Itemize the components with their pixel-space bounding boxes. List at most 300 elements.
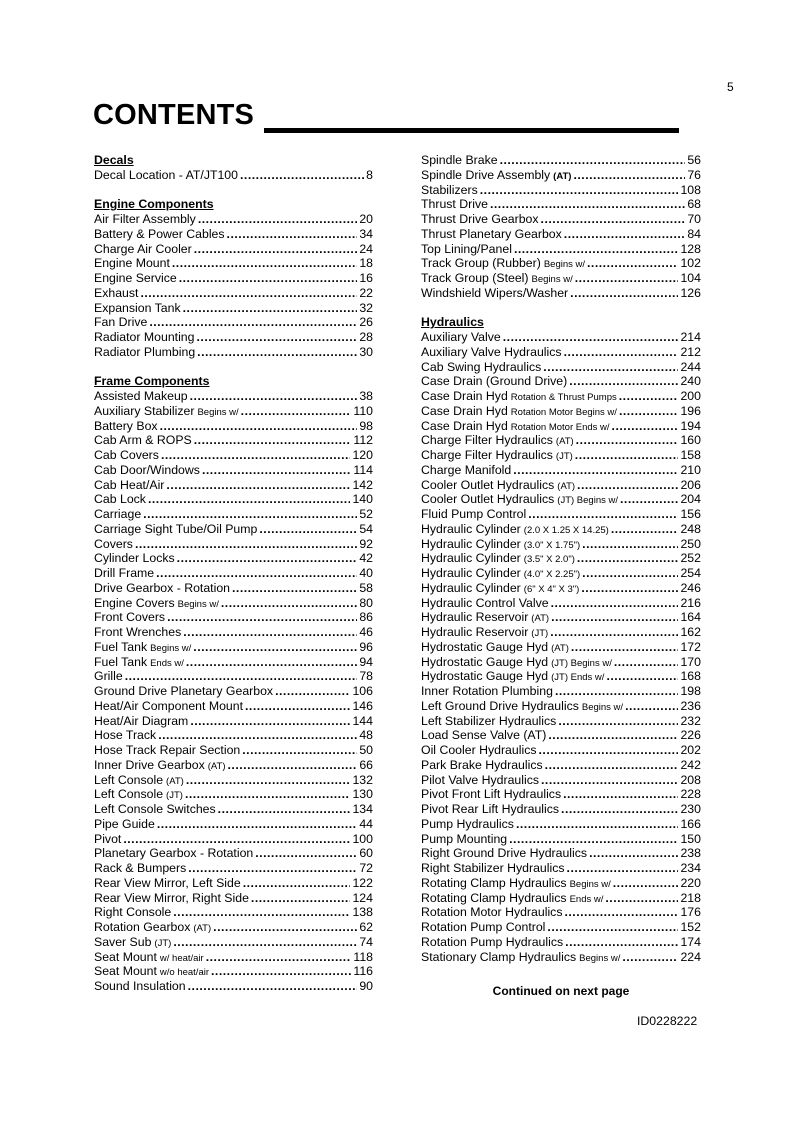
dot-leader <box>194 433 352 448</box>
dot-leader <box>490 197 685 212</box>
entry-page-number: 44 <box>359 816 373 831</box>
toc-entry[interactable] <box>94 950 373 965</box>
entry-note: Begins w/ <box>569 878 611 890</box>
toc-entry[interactable] <box>421 463 701 478</box>
toc-entry[interactable] <box>94 817 373 832</box>
dot-leader <box>173 905 350 920</box>
dot-leader <box>500 153 686 168</box>
entry-label: Pump Mounting <box>421 831 508 846</box>
dot-leader <box>541 212 686 227</box>
dot-leader <box>582 566 678 581</box>
entry-label: Windshield Wipers/Washer <box>421 285 569 300</box>
entry-note: (3.0" X 1.75") <box>523 539 581 551</box>
dot-leader <box>241 404 352 419</box>
entry-label: Track Group (Rubber) <box>421 256 541 271</box>
dot-leader <box>243 876 351 891</box>
entry-label: Left Console <box>94 787 164 802</box>
entry-label: Drive Gearbox - Rotation <box>94 580 231 595</box>
entry-label: Expansion Tank <box>94 300 181 315</box>
toc-entry[interactable] <box>94 492 373 507</box>
entry-label: Front Wrenches <box>94 625 182 639</box>
toc-entry[interactable] <box>94 787 373 802</box>
toc-entry[interactable] <box>94 920 373 935</box>
toc-entry[interactable] <box>94 522 373 537</box>
entry-note: Begins w/ <box>197 406 239 418</box>
toc-entry[interactable] <box>421 433 701 448</box>
entry-page-number: 118 <box>353 949 373 964</box>
entry-label: Right Ground Drive Hydraulics <box>421 846 588 861</box>
entry-page-number: 48 <box>359 728 373 743</box>
toc-entry[interactable] <box>94 581 373 596</box>
entry-page-number: 34 <box>359 226 373 241</box>
entry-label: Case Drain Hyd <box>421 403 508 418</box>
entry-label: Auxiliary Valve <box>421 330 501 344</box>
section-heading: Engine Components <box>94 197 214 212</box>
dot-leader <box>509 832 678 847</box>
entry-page-number: 214 <box>680 330 701 344</box>
entry-label: Grille <box>94 669 123 684</box>
entry-note: (JT) <box>531 628 549 639</box>
toc-entry[interactable] <box>94 448 373 463</box>
toc-entry[interactable] <box>94 979 373 994</box>
entry-note: Rotation & Thrust Pumps <box>510 392 617 403</box>
toc-entry[interactable] <box>421 743 701 758</box>
entry-label: Fan Drive <box>94 315 148 330</box>
toc-entry[interactable] <box>94 640 373 655</box>
toc-entry[interactable] <box>421 286 701 301</box>
toc-entry[interactable] <box>421 478 701 493</box>
toc-entry[interactable] <box>94 846 373 861</box>
toc-entry[interactable] <box>421 802 701 817</box>
dot-leader <box>570 286 678 301</box>
toc-entry[interactable] <box>94 669 373 684</box>
toc-entry[interactable] <box>94 271 373 286</box>
toc-section <box>421 315 701 964</box>
toc-entry[interactable] <box>421 861 701 876</box>
entry-page-number: 138 <box>352 905 373 920</box>
entry-label: Exhaust <box>94 285 139 300</box>
toc-entry[interactable] <box>94 463 373 478</box>
dot-leader <box>543 360 678 375</box>
toc-entry[interactable] <box>421 846 701 861</box>
dot-leader <box>188 979 358 994</box>
entry-page-number: 170 <box>680 654 701 669</box>
entry-label: Hydraulic Reservoir <box>421 625 529 639</box>
entry-page-number: 58 <box>359 580 373 595</box>
entry-page-number: 38 <box>359 389 373 403</box>
entry-label: Cylinder Locks <box>94 551 175 566</box>
entry-page-number: 244 <box>680 359 701 374</box>
dot-leader <box>611 522 679 537</box>
dot-leader <box>571 640 679 655</box>
toc-entry[interactable] <box>421 832 701 847</box>
toc-entry[interactable] <box>421 183 701 198</box>
toc-section <box>94 374 373 994</box>
entry-page-number: 40 <box>359 566 373 580</box>
dot-leader <box>213 920 357 935</box>
toc-entry[interactable] <box>94 876 373 891</box>
toc-entry[interactable] <box>421 537 701 552</box>
toc-entry[interactable] <box>94 728 373 743</box>
section-heading: Hydraulics <box>421 315 484 330</box>
entry-page-number: 66 <box>359 757 373 772</box>
toc-entry[interactable] <box>421 610 701 625</box>
toc-section <box>94 153 373 183</box>
toc-entry[interactable] <box>94 964 373 979</box>
dot-leader <box>227 227 358 242</box>
entry-page-number: 236 <box>680 698 701 713</box>
entry-label: Cab Covers <box>94 448 159 462</box>
toc-entry[interactable] <box>94 507 373 522</box>
toc-entry[interactable] <box>94 743 373 758</box>
toc-entry[interactable] <box>421 242 701 257</box>
entry-label: Hydraulic Cylinder <box>421 566 521 580</box>
toc-entry[interactable] <box>421 787 701 802</box>
dot-leader <box>177 551 358 566</box>
entry-note: Begins w/ <box>579 952 621 964</box>
entry-label: Top Lining/Panel <box>421 241 512 256</box>
toc-entry[interactable] <box>421 935 701 950</box>
entry-page-number: 120 <box>352 448 373 462</box>
entry-note: (JT) <box>154 937 172 949</box>
toc-entry[interactable] <box>94 168 373 183</box>
toc-entry[interactable] <box>94 404 373 419</box>
entry-page-number: 206 <box>680 477 701 492</box>
entry-label: Hose Track <box>94 728 157 743</box>
toc-entry[interactable] <box>94 905 373 920</box>
dot-leader <box>564 905 678 920</box>
toc-entry[interactable] <box>94 212 373 227</box>
entry-label: Hydraulic Cylinder <box>421 551 521 566</box>
toc-entry[interactable] <box>421 197 701 212</box>
toc-entry[interactable] <box>94 773 373 788</box>
entry-page-number: 114 <box>353 462 373 477</box>
section-heading: Decals <box>94 153 134 167</box>
toc-entry[interactable] <box>421 699 701 714</box>
toc-entry[interactable] <box>94 684 373 699</box>
entry-label: Hydraulic Cylinder <box>421 580 521 595</box>
entry-page-number: 250 <box>680 536 701 551</box>
entry-page-number: 46 <box>359 625 373 639</box>
entry-page-number: 28 <box>359 330 373 344</box>
toc-entry[interactable] <box>421 655 701 670</box>
dot-leader <box>251 891 351 906</box>
toc-entry[interactable] <box>94 286 373 301</box>
entry-note: (AT) <box>531 613 550 625</box>
entry-page-number: 104 <box>680 271 701 285</box>
toc-section <box>94 197 373 359</box>
toc-entry[interactable] <box>94 861 373 876</box>
entry-page-number: 80 <box>359 595 373 610</box>
toc-entry[interactable] <box>94 227 373 242</box>
toc-entry[interactable] <box>421 669 701 684</box>
toc-entry[interactable] <box>421 448 701 463</box>
toc-entry[interactable] <box>421 492 701 507</box>
title-block <box>93 97 254 133</box>
toc-entry[interactable] <box>421 271 701 286</box>
entry-label: Fuel Tank <box>94 639 148 654</box>
toc-entry[interactable] <box>94 596 373 611</box>
entry-label: Thrust Drive <box>421 197 488 212</box>
dot-leader <box>555 684 679 699</box>
entry-label: Hydraulic Cylinder <box>421 536 521 551</box>
entry-label: Auxiliary Valve Hydraulics <box>421 344 562 359</box>
toc-entry[interactable] <box>94 551 373 566</box>
entry-page-number: 108 <box>680 182 701 197</box>
toc-entry[interactable] <box>421 950 701 965</box>
dot-leader <box>606 669 678 684</box>
contents-right-column <box>421 153 701 964</box>
entry-label: Saver Sub <box>94 934 152 949</box>
document-id: ID0228222 <box>637 1014 698 1028</box>
entry-page-number: 86 <box>359 610 373 625</box>
entry-note: Begins w/ <box>150 642 192 654</box>
entry-page-number: 212 <box>680 344 701 359</box>
entry-label: Spindle Brake <box>421 153 498 167</box>
entry-page-number: 248 <box>680 521 701 536</box>
entry-page-number: 84 <box>687 226 701 241</box>
entry-label: Inner Drive Gearbox <box>94 757 205 772</box>
toc-entry[interactable] <box>94 625 373 640</box>
entry-note: w/o heat/air <box>159 967 210 979</box>
toc-entry[interactable] <box>421 404 701 419</box>
toc-entry[interactable] <box>94 655 373 670</box>
entry-label: Cab Door/Windows <box>94 462 200 477</box>
dot-leader <box>149 315 357 330</box>
toc-entry[interactable] <box>421 905 701 920</box>
toc-entry[interactable] <box>94 891 373 906</box>
entry-label: Inner Rotation Plumbing <box>421 684 553 698</box>
entry-label: Heat/Air Diagram <box>94 713 189 728</box>
entry-label: Charge Filter Hydraulics <box>421 433 553 448</box>
entry-page-number: 246 <box>680 580 701 595</box>
entry-page-number: 252 <box>680 551 701 566</box>
entry-label: Hydrostatic Gauge Hyd <box>421 639 549 654</box>
contents-left-column <box>94 153 373 994</box>
toc-entry[interactable] <box>421 640 701 655</box>
toc-entry[interactable] <box>421 153 701 168</box>
entry-page-number: 20 <box>359 212 373 226</box>
toc-entry[interactable] <box>421 374 701 389</box>
dot-leader <box>179 271 358 286</box>
toc-entry[interactable] <box>421 714 701 729</box>
dot-leader <box>563 787 678 802</box>
toc-entry[interactable] <box>421 596 701 611</box>
entry-label: Engine Service <box>94 271 177 285</box>
entry-page-number: 18 <box>359 256 373 271</box>
entry-note: (AT) <box>193 923 212 934</box>
entry-label: Pivot <box>94 831 122 846</box>
toc-entry[interactable] <box>421 168 701 183</box>
toc-entry[interactable] <box>94 419 373 434</box>
dot-leader <box>575 271 679 286</box>
entry-label: Cab Arm & ROPS <box>94 433 192 448</box>
toc-entry[interactable] <box>421 419 701 434</box>
toc-entry[interactable] <box>421 773 701 788</box>
entry-note: (2.0 X 1.25 X 14.25) <box>523 524 609 536</box>
toc-entry[interactable] <box>94 832 373 847</box>
toc-entry[interactable] <box>421 581 701 596</box>
dot-leader <box>550 625 678 640</box>
entry-page-number: 54 <box>359 521 373 536</box>
toc-entry[interactable] <box>94 802 373 817</box>
entry-label: Hose Track Repair Section <box>94 743 241 757</box>
entry-note: Begins w/ <box>581 701 624 713</box>
toc-entry[interactable] <box>94 935 373 950</box>
dot-leader <box>551 610 678 625</box>
dot-leader <box>167 610 357 625</box>
entry-page-number: 76 <box>687 167 701 182</box>
entry-label: Assisted Makeup <box>94 389 188 403</box>
entry-note: Ends w/ <box>150 657 184 669</box>
dot-leader <box>197 345 357 360</box>
entry-page-number: 60 <box>359 846 373 861</box>
entry-label: Fuel Tank <box>94 654 148 669</box>
dot-leader <box>587 256 678 271</box>
dot-leader <box>221 596 357 611</box>
entry-page-number: 150 <box>680 831 701 846</box>
entry-label: Pivot Rear Lift Hydraulics <box>421 802 560 816</box>
entry-page-number: 42 <box>359 551 373 566</box>
dot-leader <box>547 920 678 935</box>
entry-label: Rotating Clamp Hydraulics <box>421 890 567 905</box>
toc-entry[interactable] <box>421 891 701 906</box>
entry-page-number: 226 <box>680 728 701 743</box>
toc-entry[interactable] <box>421 625 701 640</box>
toc-entry[interactable] <box>94 478 373 493</box>
toc-entry[interactable] <box>421 551 701 566</box>
toc-entry[interactable] <box>421 566 701 581</box>
entry-label: Left Stabilizer Hydraulics <box>421 713 557 728</box>
toc-entry[interactable] <box>94 699 373 714</box>
toc-entry[interactable] <box>94 714 373 729</box>
dot-leader <box>613 876 679 891</box>
entry-page-number: 92 <box>359 536 373 551</box>
dot-leader <box>160 419 358 434</box>
entry-label: Charge Air Cooler <box>94 241 192 256</box>
entry-page-number: 242 <box>680 757 701 772</box>
toc-entry[interactable] <box>421 758 701 773</box>
entry-page-number: 194 <box>680 418 701 433</box>
entry-page-number: 200 <box>680 389 701 403</box>
entry-note: Begins w/ <box>543 259 586 271</box>
dot-leader <box>255 846 357 861</box>
entry-label: Cooler Outlet Hydraulics <box>421 477 555 492</box>
toc-entry[interactable] <box>421 389 701 404</box>
toc-entry[interactable] <box>94 242 373 257</box>
entry-label: Seat Mount <box>94 949 157 964</box>
dot-leader <box>172 256 357 271</box>
entry-page-number: 168 <box>680 669 701 684</box>
toc-entry[interactable] <box>421 876 701 891</box>
toc-entry[interactable] <box>421 345 701 360</box>
entry-page-number: 156 <box>680 507 701 521</box>
dot-leader <box>123 832 350 847</box>
toc-entry[interactable] <box>94 610 373 625</box>
dot-leader <box>186 773 351 788</box>
entry-page-number: 128 <box>680 241 701 256</box>
dot-leader <box>565 935 678 950</box>
toc-entry[interactable] <box>421 728 701 743</box>
entry-page-number: 232 <box>680 713 701 728</box>
entry-page-number: 50 <box>359 743 373 757</box>
toc-entry[interactable] <box>94 345 373 360</box>
toc-entry[interactable] <box>421 684 701 699</box>
entry-page-number: 254 <box>680 566 701 580</box>
toc-entry[interactable] <box>421 522 701 537</box>
dot-leader <box>218 802 351 817</box>
entry-label: Rear View Mirror, Right Side <box>94 890 249 905</box>
toc-entry[interactable] <box>94 301 373 316</box>
toc-entry[interactable] <box>421 212 701 227</box>
entry-note: (JT) Ends w/ <box>551 672 605 684</box>
entry-label: Load Sense Valve (AT) <box>421 728 547 743</box>
entry-label: Seat Mount <box>94 964 157 979</box>
entry-page-number: 70 <box>687 212 701 226</box>
entry-label: Air Filter Assembly <box>94 212 196 226</box>
entry-page-number: 230 <box>680 802 701 816</box>
entry-label: Rotation Motor Hydraulics <box>421 905 563 920</box>
entry-page-number: 22 <box>359 285 373 300</box>
toc-entry[interactable] <box>94 315 373 330</box>
dot-leader <box>183 625 357 640</box>
entry-label: Heat/Air Component Mount <box>94 698 244 713</box>
toc-entry[interactable] <box>421 507 701 522</box>
entry-page-number: 208 <box>680 772 701 787</box>
toc-entry[interactable] <box>421 920 701 935</box>
entry-note: (3.5" X 2.0") <box>523 554 575 566</box>
entry-label: Hydrostatic Gauge Hyd <box>421 669 549 684</box>
entry-label: Carriage Sight Tube/Oil Pump <box>94 521 258 536</box>
entry-label: Case Drain Hyd <box>421 418 508 433</box>
entry-page-number: 130 <box>352 787 373 802</box>
entry-page-number: 234 <box>680 861 701 875</box>
toc-entry[interactable] <box>421 227 701 242</box>
toc-entry[interactable] <box>94 389 373 404</box>
entry-note: (AT) <box>551 642 569 654</box>
dot-leader <box>539 743 679 758</box>
entry-page-number: 166 <box>680 816 701 831</box>
toc-entry[interactable] <box>421 256 701 271</box>
entry-page-number: 98 <box>359 418 373 433</box>
toc-entry[interactable] <box>94 256 373 271</box>
dot-leader <box>140 286 357 301</box>
entry-page-number: 56 <box>687 153 701 167</box>
toc-section <box>421 153 701 301</box>
entry-label: Pipe Guide <box>94 816 155 831</box>
toc-entry[interactable] <box>94 537 373 552</box>
entry-page-number: 102 <box>680 256 701 271</box>
entry-label: Charge Filter Hydraulics <box>421 448 553 462</box>
dot-leader <box>228 758 358 773</box>
toc-entry[interactable] <box>421 330 701 345</box>
entry-label: Battery Box <box>94 418 158 433</box>
entry-label: Right Stabilizer Hydraulics <box>421 861 565 875</box>
entry-page-number: 176 <box>680 905 701 920</box>
entry-note: Ends w/ <box>569 893 604 905</box>
dot-leader <box>545 758 679 773</box>
toc-entry[interactable] <box>421 360 701 375</box>
toc-entry[interactable] <box>94 433 373 448</box>
toc-entry[interactable] <box>421 817 701 832</box>
toc-entry[interactable] <box>94 566 373 581</box>
dot-leader <box>625 699 678 714</box>
toc-entry[interactable] <box>94 758 373 773</box>
entry-label: Rear View Mirror, Left Side <box>94 875 241 890</box>
dot-leader <box>612 419 679 434</box>
toc-entry[interactable] <box>94 330 373 345</box>
continued-note: Continued on next page <box>492 984 630 998</box>
